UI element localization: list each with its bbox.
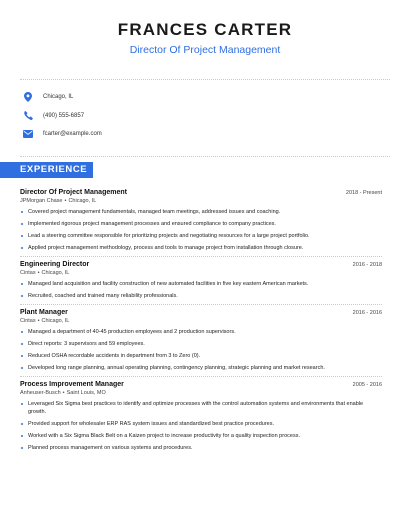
phone-icon	[23, 111, 33, 121]
job-entry	[20, 189, 382, 252]
job-dates: 2018 - Present	[345, 190, 382, 196]
job-company: Anheuser-Busch	[20, 390, 61, 396]
phone-text: (490) 555-6857	[43, 112, 85, 119]
job-bullets	[20, 208, 382, 252]
candidate-role: Director Of Project Management	[129, 44, 281, 56]
job-bullet: Direct reports: 3 supervisors and 59 employees.	[20, 340, 382, 348]
job-title: Plant Manager	[20, 309, 68, 316]
envelope-icon	[23, 129, 33, 139]
job-bullet: Managed land acquisition and facility construction of new automated facilities in five key eastern American markets.	[20, 280, 382, 288]
experience-heading: EXPERIENCE	[0, 162, 93, 178]
job-bullet: Recruited, coached and trained many reliability professionals.	[20, 292, 382, 300]
resume-header	[0, 0, 410, 57]
job-divider	[20, 256, 382, 257]
job-divider	[20, 304, 382, 305]
job-employer: Anheuser-Busch • Saint Louis, MO	[20, 390, 106, 396]
job-bullets	[20, 280, 382, 300]
job-bullet: Covered project management fundamentals, managed team meetings, addressed issues and coaching.	[20, 208, 382, 216]
job-bullet: Reduced OSHA recordable accidents in department from 3 to Zero (0).	[20, 352, 382, 360]
job-employer: JPMorgan Chase • Chicago, IL	[20, 198, 97, 204]
contact-email[interactable]	[20, 125, 390, 144]
job-company: JPMorgan Chase	[20, 198, 63, 204]
job-entry	[20, 261, 382, 300]
experience-section	[20, 189, 382, 456]
job-title: Director Of Project Management	[20, 189, 127, 196]
job-bullets	[20, 328, 382, 372]
contact-divider	[20, 156, 390, 157]
contact-phone	[20, 107, 390, 126]
candidate-name: FRANCES CARTER	[117, 20, 293, 39]
job-location: Chicago, IL	[41, 270, 70, 276]
job-employer: Cintas • Chicago, IL	[20, 270, 70, 276]
job-bullet: Implemented rigorous project management processes and ensured compliance to company practices.	[20, 220, 382, 228]
job-company: Cintas	[20, 318, 36, 324]
job-entry	[20, 309, 382, 372]
job-location: Chicago, IL	[41, 318, 70, 324]
job-bullet: Provided support for wholesaler ERP RAS system issues and standardized best practice procedures.	[20, 420, 382, 428]
job-bullet: Planned process management on various systems and procedures.	[20, 444, 382, 452]
job-location: Chicago, IL	[68, 198, 97, 204]
job-bullet: Developed long range planning, annual operating planning, contingency planning, strategic planning and market research.	[20, 364, 382, 372]
email-link[interactable]: fcarter@example.com	[43, 131, 102, 138]
job-location: Saint Louis, MO	[66, 390, 106, 396]
location-text: Chicago, IL	[43, 94, 74, 101]
job-bullet: Worked with a Six Sigma Black Belt on a Kaizen project to increase productivity for a quality inspection process.	[20, 432, 382, 440]
job-title: Engineering Director	[20, 261, 90, 268]
job-employer: Cintas • Chicago, IL	[20, 318, 70, 324]
job-bullet: Managed a department of 40-45 production employees and 2 production supervisors.	[20, 328, 382, 336]
job-entry	[20, 381, 382, 452]
job-company: Cintas	[20, 270, 36, 276]
job-title: Process Improvement Manager	[20, 381, 124, 388]
job-bullets	[20, 400, 382, 452]
job-dates: 2016 - 2018	[352, 262, 382, 268]
location-pin-icon	[23, 92, 33, 102]
contact-location	[20, 88, 390, 107]
contact-info	[0, 80, 410, 148]
job-bullet: Leveraged Six Sigma best practices to identify and optimize processes with the control automation systems and environments that enable growth.	[20, 400, 382, 416]
job-bullet: Lead a steering committee responsible for prioritizing projects and negotiating resources for a large project portfolio.	[20, 232, 382, 240]
job-dates: 2005 - 2016	[352, 382, 382, 388]
job-bullet: Applied project management methodology, process and tools to manage project from installation through closure.	[20, 244, 382, 252]
job-dates: 2016 - 2016	[352, 310, 382, 316]
job-divider	[20, 376, 382, 377]
